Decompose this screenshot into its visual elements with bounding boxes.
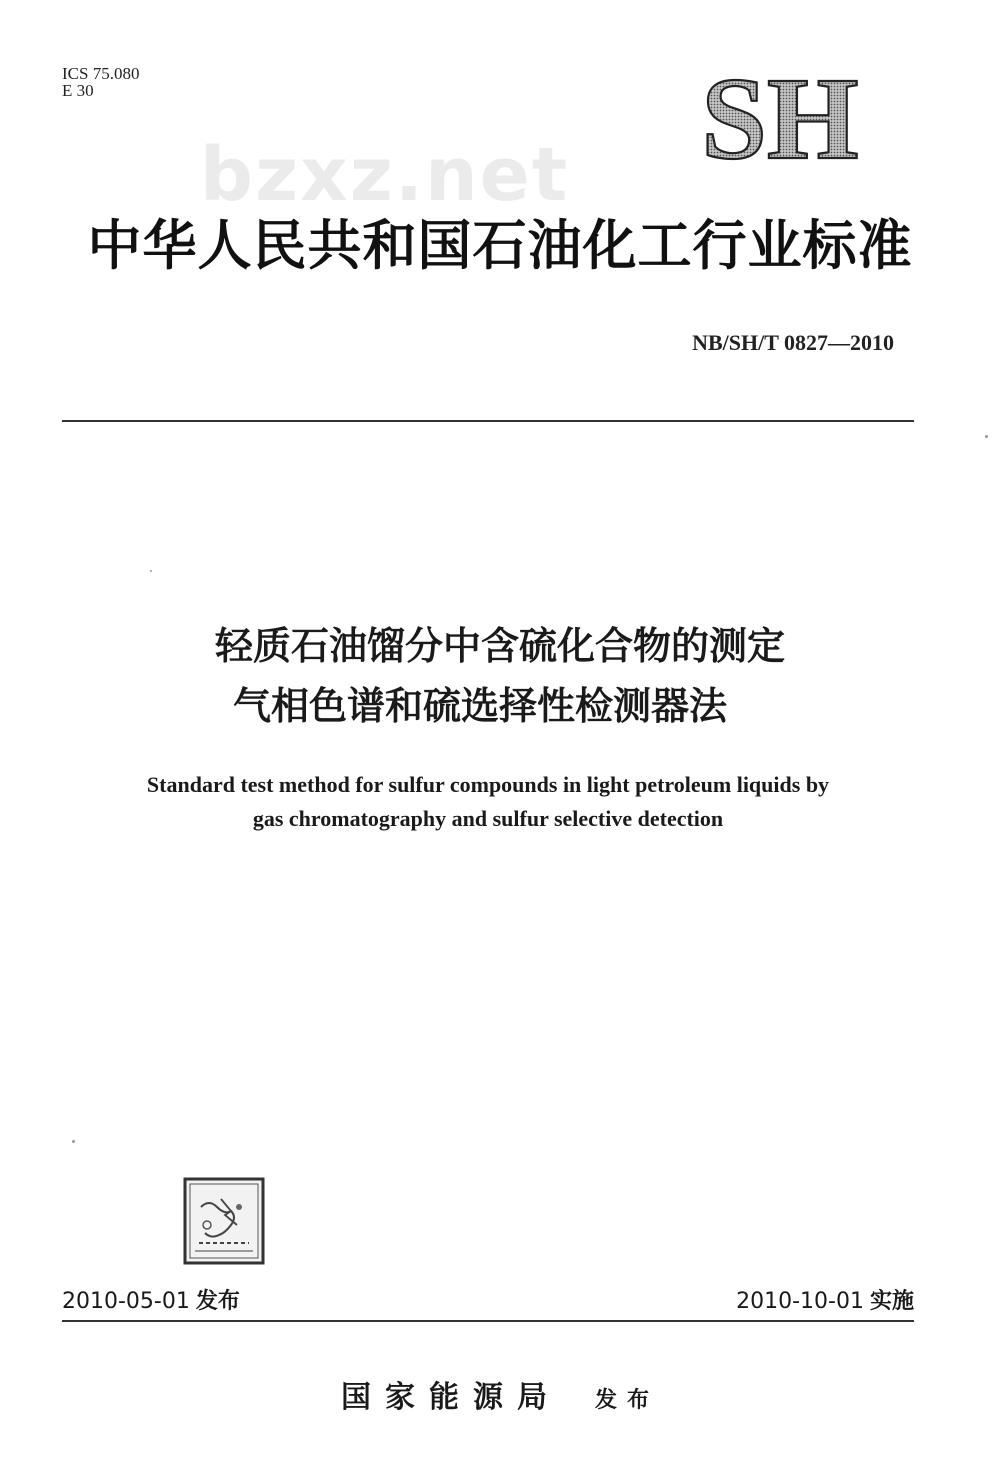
title-zh-line-2: 气相色谱和硫选择性检测器法 <box>232 684 727 728</box>
title-en-line-1: Standard test method for sulfur compounds in light petroleum liquids by <box>146 772 830 797</box>
top-divider <box>62 420 914 422</box>
scan-speck <box>150 570 152 572</box>
implementation-date: 2010-10-01 <box>736 1289 864 1314</box>
publisher-name: 国家能源局 <box>340 1380 561 1415</box>
issue-label: 发布 <box>195 1289 240 1314</box>
implementation-date-line <box>736 1288 914 1316</box>
title-zh-line-1: 轻质石油馏分中含硫化合物的测定 <box>214 624 785 668</box>
bottom-divider <box>62 1320 914 1322</box>
scan-speck <box>985 435 988 438</box>
watermark: bzxz.net <box>200 132 570 218</box>
sh-logo <box>695 58 865 178</box>
standard-category: 中华人民共和国石油化工行业标准 <box>87 214 913 277</box>
sh-logo-text: SH <box>701 58 859 178</box>
standard-number: NB/SH/T 0827—2010 <box>692 330 894 355</box>
scan-speck <box>72 1140 75 1143</box>
issue-date: 2010-05-01 <box>62 1289 190 1314</box>
publisher-verb: 发布 <box>594 1388 659 1413</box>
classification-code: E 30 <box>62 81 94 100</box>
publisher-line <box>0 1378 1000 1421</box>
implementation-label: 实施 <box>869 1289 914 1314</box>
issue-date-line <box>62 1288 240 1316</box>
ics-code: ICS 75.080 <box>62 64 140 83</box>
registration-stamp <box>183 1177 265 1265</box>
title-en-line-2: gas chromatography and sulfur selective detection <box>252 806 724 831</box>
